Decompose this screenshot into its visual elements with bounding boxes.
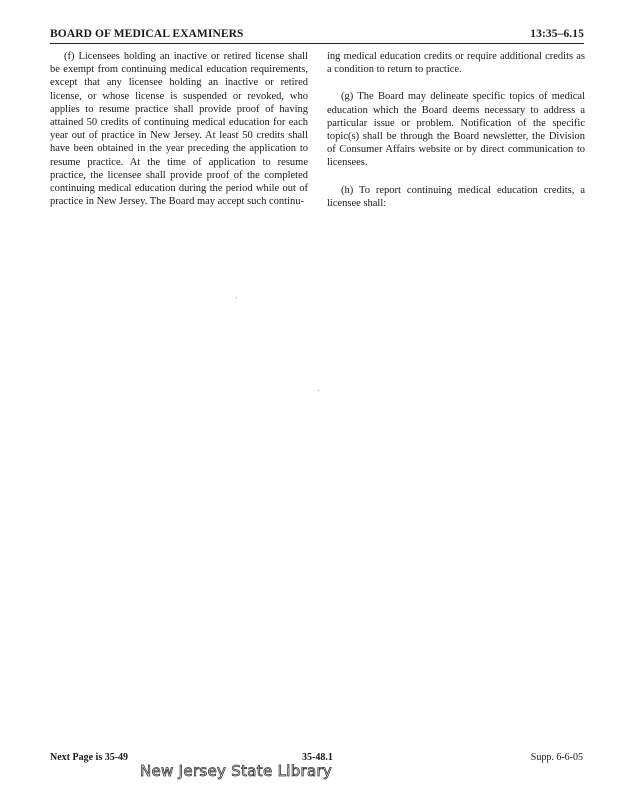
- scan-speck: [236, 297, 237, 298]
- footer-supplement-date: Supp. 6-6-05: [530, 752, 583, 763]
- paragraph-f-continuation: ing medical education credits or require additional credits as a condition to return to practice.: [327, 51, 585, 76]
- header-section-number: 13:35–6.15: [530, 28, 584, 40]
- scan-speck: [318, 390, 319, 391]
- paragraph-f: (f) Licensees holding an inactive or retired license shall be exempt from continuing medical education requirements, except that any licensee holding an inactive or retired license, or whose license is suspended or revoked, who applies to resume practice shall provide proof of having attained 50 credits of continuing medical education for each year out of practice in New Jersey. At least 50 credits shall have been obtained in the year preceding the application to resume practice. At the time of application to resume practice, the licensee shall provide proof of the completed continuing medical education during the period while out of practice in New Jersey. The Board may accept such continu-: [50, 51, 308, 208]
- running-header: [50, 27, 584, 44]
- library-watermark-stamp: New Jersey State Library: [140, 762, 333, 780]
- paragraph-g: (g) The Board may delineate specific topics of medical education which the Board deems necessary to address a particular issue or problem. Notification of the specific topic(s) shall be through the Board newsletter, the Division of Consumer Affairs website or by direct communication to licensees.: [327, 91, 585, 169]
- header-board-title: BOARD OF MEDICAL EXAMINERS: [50, 28, 244, 40]
- left-column: [50, 50, 308, 208]
- paragraph-h: (h) To report continuing medical education credits, a licensee shall:: [327, 184, 585, 209]
- footer-page-number: 35-48.1: [302, 752, 333, 763]
- footer-next-page: Next Page is 35-49: [50, 752, 129, 763]
- right-column: [327, 50, 585, 210]
